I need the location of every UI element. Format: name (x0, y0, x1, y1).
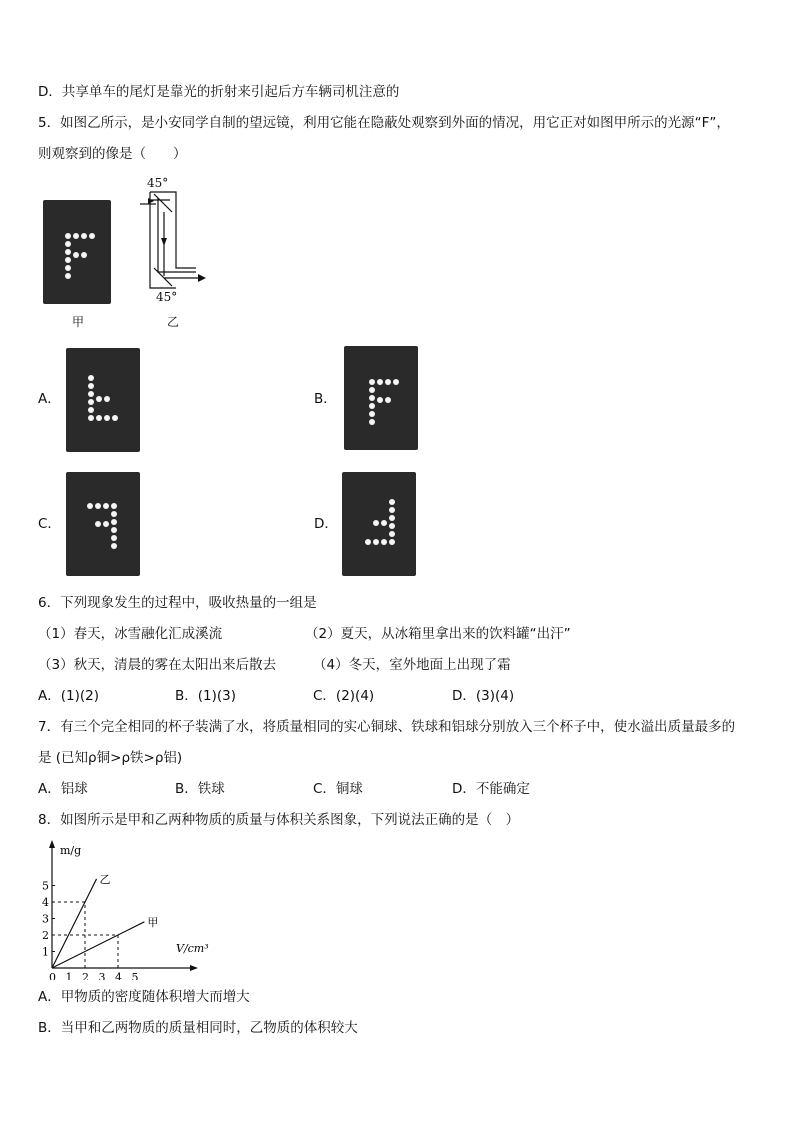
y-tick-label: 2 (42, 929, 49, 942)
x-axis-label: V/cm³ (176, 942, 209, 955)
q6-option-c: C．(2)(4) (313, 688, 375, 704)
q6-option-d: D．(3)(4) (452, 688, 515, 704)
y-tick-label: 4 (42, 896, 49, 909)
y-tick-label: 3 (42, 912, 49, 926)
y-tick-label: 5 (42, 879, 49, 893)
mass-volume-chart (30, 840, 230, 980)
q6-item-3: （3）秋天，清晨的雾在太阳出来后散去 (38, 657, 277, 673)
q7-option-c: C．铜球 (313, 781, 363, 797)
x-tick-label: 0 (49, 971, 56, 980)
series-line (52, 879, 97, 968)
option-c-image (66, 472, 140, 576)
q5-option-c-label: C． (38, 516, 61, 532)
y-axis-arrow (49, 840, 55, 848)
q6-stem: 6．下列现象发生的过程中，吸收热量的一组是 (38, 595, 317, 611)
figure-yi-caption: 乙 (167, 315, 180, 329)
q6-item-1: （1）春天，冰雪融化汇成溪流 (38, 626, 223, 642)
figure-jia-caption: 甲 (72, 315, 85, 329)
q4-option-d: D．共享单车的尾灯是靠光的折射来引起后方车辆司机注意的 (38, 84, 400, 100)
q7-stem-line2: 是 (已知ρ铜>ρ铁>ρ铝) (38, 750, 183, 766)
q7-option-a: A．铝球 (38, 781, 88, 797)
x-tick-label: 5 (131, 971, 139, 980)
y-tick-label: 1 (42, 945, 49, 959)
option-d-image (342, 472, 416, 576)
q8-stem: 8．如图所示是甲和乙两种物质的质量与体积关系图象，下列说法正确的是（ ） (38, 812, 520, 828)
q6-item-4: （4）冬天，室外地面上出现了霜 (313, 657, 511, 673)
q8-option-b: B．当甲和乙两物质的质量相同时，乙物质的体积较大 (38, 1020, 358, 1036)
q5-stem-line2: 则观察到的像是（ ） (38, 146, 187, 162)
q6-item-2: （2）夏天，从冰箱里拿出来的饮料罐“出汗” (305, 626, 571, 642)
series-line (52, 922, 144, 968)
q5-option-d-label: D． (314, 516, 338, 532)
q8-option-a: A．甲物质的密度随体积增大而增大 (38, 989, 250, 1005)
x-tick-label: 1 (65, 971, 73, 980)
y-axis-label: m/g (60, 844, 82, 857)
q6-option-b: B．(1)(3) (175, 688, 237, 704)
option-b-image (344, 346, 418, 450)
q7-stem-line1: 7．有三个完全相同的杯子装满了水，将质量相同的实心铜球、铁球和铝球分别放入三个杯子中，使水溢出质量最多的 (38, 719, 736, 735)
x-tick-label: 3 (98, 971, 106, 980)
series-label: 乙 (99, 872, 111, 886)
figure-yi-periscope (136, 172, 216, 307)
figure-jia-f-source (43, 200, 111, 304)
q7-option-d: D．不能确定 (452, 781, 530, 797)
option-a-image (66, 348, 140, 452)
angle-bottom-label: 45° (156, 290, 178, 304)
q5-option-b-label: B． (314, 391, 337, 407)
q5-stem-line1: 5．如图乙所示，是小安同学自制的望远镜，利用它能在隐蔽处观察到外面的情况，用它正对如图甲所示的光源“F”， (38, 115, 730, 131)
q7-option-b: B．铁球 (175, 781, 225, 797)
q6-option-a: A．(1)(2) (38, 688, 99, 704)
x-axis-arrow (190, 965, 198, 971)
angle-top-label: 45° (147, 176, 169, 190)
x-tick-label: 4 (115, 971, 122, 980)
q5-option-a-label: A． (38, 391, 61, 407)
series-label: 甲 (147, 915, 159, 929)
x-tick-label: 2 (82, 971, 89, 980)
